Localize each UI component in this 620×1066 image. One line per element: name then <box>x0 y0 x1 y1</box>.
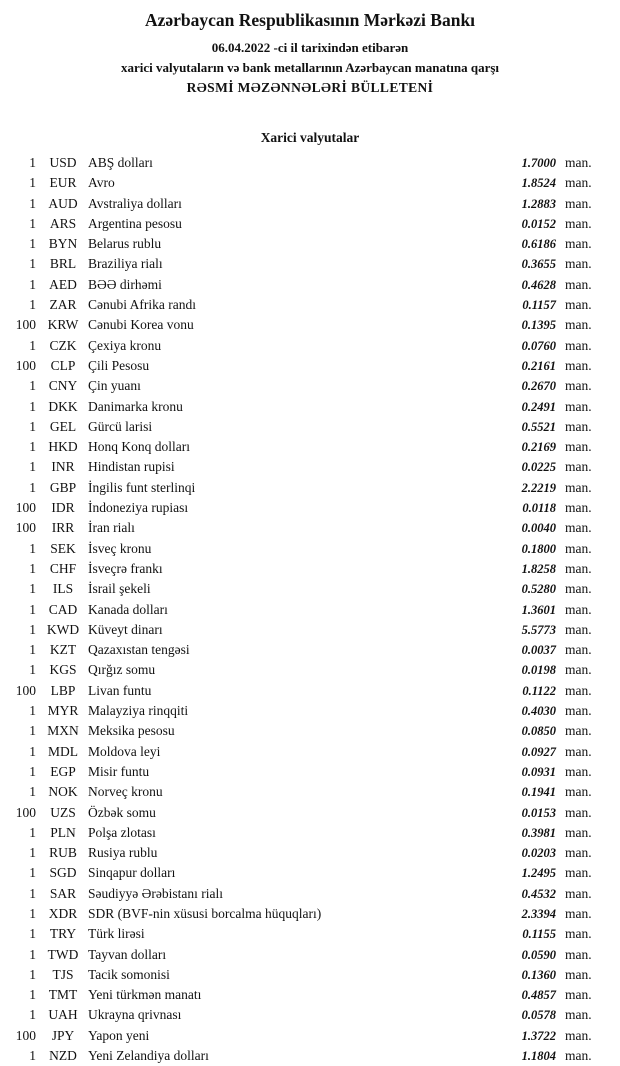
currency-code: KWD <box>46 621 80 637</box>
rate-value: 0.2169 <box>521 440 556 455</box>
rate-value: 0.0760 <box>521 338 556 353</box>
rate-value: 0.0931 <box>521 764 556 779</box>
quantity: 1 <box>29 926 36 942</box>
quantity: 1 <box>29 763 36 779</box>
rate-unit: man. <box>565 621 592 637</box>
currency-code: EUR <box>49 175 77 191</box>
currency-row <box>0 539 620 559</box>
rate-unit: man. <box>565 155 592 170</box>
rate-unit: man. <box>565 784 592 800</box>
currency-name: Qazaxıstan tengəsi <box>88 642 190 658</box>
currency-name: ABŞ dolları <box>88 155 153 170</box>
quantity: 1 <box>29 398 36 414</box>
currency-name: BƏƏ dirhəmi <box>88 276 162 292</box>
currency-code: KZT <box>49 642 77 658</box>
currency-name: Yapon yeni <box>88 1027 150 1043</box>
currency-name: Yeni türkmən manatı <box>88 987 202 1003</box>
quantity: 1 <box>29 885 36 901</box>
currency-name: Meksika pesosu <box>88 723 175 739</box>
currency-row <box>0 782 620 802</box>
rate-unit: man. <box>565 297 592 313</box>
rate-unit: man. <box>565 479 592 495</box>
quantity: 1 <box>29 236 36 252</box>
rate-unit: man. <box>565 905 592 921</box>
currency-code: CLP <box>50 357 76 373</box>
quantity: 1 <box>29 175 36 191</box>
currency-code: AED <box>49 276 77 292</box>
quantity: 1 <box>29 723 36 739</box>
currency-name: Küveyt dinarı <box>88 621 163 637</box>
quantity: 1 <box>29 987 36 1003</box>
rate-value: 0.1360 <box>521 967 556 982</box>
rate-unit: man. <box>565 418 592 434</box>
rate-value: 0.0152 <box>521 216 556 231</box>
currency-name: Hindistan rupisi <box>88 459 175 475</box>
rate-value: 0.1941 <box>521 785 556 800</box>
section-title: Xarici valyutalar <box>260 130 360 145</box>
quantity: 1 <box>29 824 36 840</box>
rate-unit: man. <box>565 682 592 698</box>
currency-code: MXN <box>47 723 79 739</box>
rate-unit: man. <box>565 662 592 678</box>
currency-code: TJS <box>52 966 74 982</box>
currency-code: INR <box>51 459 75 475</box>
rate-value: 0.0037 <box>521 643 556 658</box>
rate-value: 0.2670 <box>521 379 556 394</box>
currency-code: SEK <box>50 540 76 556</box>
bank-title: Azərbaycan Respublikasının Mərkəzi Bankı <box>144 10 476 30</box>
currency-code: IRR <box>51 520 75 536</box>
currency-name: Avro <box>88 175 115 191</box>
rate-unit: man. <box>565 1027 592 1043</box>
rate-value: 0.1157 <box>522 298 556 313</box>
quantity: 1 <box>29 581 36 597</box>
quantity: 1 <box>29 276 36 292</box>
quantity: 1 <box>29 1048 36 1064</box>
currency-name: Cənubi Korea vonu <box>88 317 194 333</box>
currency-code: DKK <box>48 398 78 414</box>
currency-row <box>0 336 620 356</box>
currency-name: Ukrayna qrivnası <box>88 1007 182 1023</box>
quantity: 100 <box>15 682 36 698</box>
rate-unit: man. <box>565 378 592 394</box>
currency-code: ILS <box>52 581 74 597</box>
currency-row <box>0 275 620 295</box>
currency-row <box>0 254 620 274</box>
currency-row <box>0 356 620 376</box>
quantity: 1 <box>29 215 36 231</box>
currency-row <box>0 457 620 477</box>
currency-table <box>0 153 620 1066</box>
currency-row <box>0 295 620 315</box>
rate-value: 0.1395 <box>521 318 556 333</box>
currency-code: EGP <box>50 763 76 779</box>
currency-code: GBP <box>49 479 77 495</box>
rate-unit: man. <box>565 946 592 962</box>
currency-name: Tayvan dolları <box>88 946 167 962</box>
rate-value: 5.5773 <box>521 622 556 637</box>
quantity: 1 <box>29 784 36 800</box>
currency-code: ZAR <box>49 297 77 313</box>
rate-value: 0.0040 <box>521 521 556 536</box>
rate-value: 0.0153 <box>521 805 556 820</box>
quantity: 1 <box>29 560 36 576</box>
currency-row <box>0 863 620 883</box>
currency-row <box>0 721 620 741</box>
description-line: xarici valyutaların və bank metallarının Azərbaycan manatına qarşı <box>120 59 500 75</box>
rate-value: 0.0927 <box>521 744 556 759</box>
rate-value: 1.8258 <box>521 561 556 576</box>
quantity: 100 <box>15 317 36 333</box>
rate-unit: man. <box>565 966 592 982</box>
currency-name: Çexiya kronu <box>88 337 162 353</box>
currency-row <box>0 173 620 193</box>
currency-code: SGD <box>49 865 77 881</box>
currency-name: İngilis funt sterlinqi <box>88 479 196 495</box>
rate-unit: man. <box>565 357 592 373</box>
currency-row <box>0 153 620 173</box>
currency-row <box>0 1005 620 1025</box>
rate-unit: man. <box>565 540 592 556</box>
currency-row <box>0 376 620 396</box>
quantity: 1 <box>29 378 36 394</box>
currency-name: İsrail şekeli <box>88 581 151 597</box>
currency-row <box>0 234 620 254</box>
quantity: 100 <box>15 357 36 373</box>
rate-value: 0.0225 <box>521 460 556 475</box>
rate-value: 1.2495 <box>521 866 556 881</box>
currency-name: Honq Konq dolları <box>88 439 190 455</box>
quantity: 1 <box>29 905 36 921</box>
rate-unit: man. <box>565 337 592 353</box>
currency-row <box>0 762 620 782</box>
quantity: 1 <box>29 743 36 759</box>
currency-name: Çin yuanı <box>88 378 141 394</box>
currency-code: IDR <box>51 500 75 516</box>
currency-row <box>0 214 620 234</box>
quantity: 1 <box>29 297 36 313</box>
currency-code: TMT <box>48 987 78 1003</box>
rate-unit: man. <box>565 865 592 881</box>
currency-name: Polşa zlotası <box>88 824 156 840</box>
quantity: 100 <box>15 1027 36 1043</box>
rate-unit: man. <box>565 500 592 516</box>
rate-value: 0.2491 <box>521 399 556 414</box>
currency-row <box>0 803 620 823</box>
currency-code: UZS <box>50 804 76 820</box>
currency-code: BYN <box>48 236 78 252</box>
quantity: 1 <box>29 195 36 211</box>
currency-row <box>0 437 620 457</box>
rate-value: 0.0590 <box>521 947 556 962</box>
currency-row <box>0 843 620 863</box>
date-line: 06.04.2022 -ci il tarixindən etibarən <box>211 40 409 55</box>
currency-code: CAD <box>48 601 78 617</box>
currency-name: Türk lirəsi <box>88 926 145 942</box>
rate-unit: man. <box>565 987 592 1003</box>
currency-name: Malayziya rinqqiti <box>88 703 189 719</box>
rate-unit: man. <box>565 560 592 576</box>
currency-code: CNY <box>48 378 78 394</box>
currency-name: Kanada dolları <box>88 601 168 617</box>
rate-value: 0.4030 <box>521 704 556 719</box>
currency-row <box>0 1046 620 1066</box>
currency-code: NOK <box>48 784 78 800</box>
rate-value: 0.6186 <box>521 237 556 252</box>
quantity: 1 <box>29 1007 36 1023</box>
currency-row <box>0 884 620 904</box>
rate-value: 1.3601 <box>521 602 556 617</box>
currency-row <box>0 985 620 1005</box>
currency-code: HKD <box>48 439 78 455</box>
rate-value: 0.5521 <box>521 419 556 434</box>
rate-unit: man. <box>565 236 592 252</box>
currency-row <box>0 660 620 680</box>
rate-unit: man. <box>565 926 592 942</box>
currency-code: ARS <box>49 215 77 231</box>
currency-code: USD <box>49 155 77 170</box>
currency-code: CZK <box>49 337 77 353</box>
rate-unit: man. <box>565 723 592 739</box>
currency-name: Argentina pesosu <box>88 215 182 231</box>
rate-value: 0.1800 <box>521 541 556 556</box>
rate-value: 0.3981 <box>521 825 556 840</box>
rate-unit: man. <box>565 520 592 536</box>
currency-row <box>0 579 620 599</box>
currency-row <box>0 681 620 701</box>
rate-unit: man. <box>565 317 592 333</box>
quantity: 1 <box>29 479 36 495</box>
quantity: 1 <box>29 418 36 434</box>
rate-unit: man. <box>565 804 592 820</box>
currency-name: Sinqapur dolları <box>88 865 176 881</box>
rate-value: 0.1122 <box>522 683 556 698</box>
currency-row <box>0 945 620 965</box>
currency-code: AUD <box>48 195 78 211</box>
quantity: 100 <box>15 500 36 516</box>
currency-row <box>0 498 620 518</box>
currency-name: Səudiyyə Ərəbistanı rialı <box>88 885 223 901</box>
rate-value: 0.5280 <box>521 582 556 597</box>
quantity: 100 <box>15 804 36 820</box>
rate-value: 0.4857 <box>521 988 556 1003</box>
quantity: 1 <box>29 703 36 719</box>
quantity: 1 <box>29 946 36 962</box>
currency-code: MDL <box>48 743 78 759</box>
currency-code: SAR <box>49 885 77 901</box>
currency-name: Tacik somonisi <box>88 966 170 982</box>
currency-row <box>0 620 620 640</box>
rate-value: 0.0118 <box>522 501 556 516</box>
rate-value: 2.3394 <box>521 906 556 921</box>
quantity: 1 <box>29 439 36 455</box>
currency-code: UAH <box>48 1007 78 1023</box>
rate-value: 1.2883 <box>521 196 556 211</box>
rate-value: 2.2219 <box>521 480 556 495</box>
rate-value: 0.2161 <box>521 358 556 373</box>
currency-code: XDR <box>48 905 78 921</box>
currency-name: Braziliya rialı <box>88 256 163 272</box>
rate-value: 0.0203 <box>521 846 556 861</box>
currency-name: İndoneziya rupiası <box>88 500 189 516</box>
currency-row <box>0 194 620 214</box>
quantity: 1 <box>29 256 36 272</box>
quantity: 1 <box>29 865 36 881</box>
currency-name: Yeni Zelandiya dolları <box>88 1048 209 1064</box>
currency-row <box>0 823 620 843</box>
currency-row <box>0 559 620 579</box>
rate-value: 0.4628 <box>521 277 556 292</box>
currency-code: MYR <box>47 703 79 719</box>
rate-unit: man. <box>565 256 592 272</box>
rate-unit: man. <box>565 743 592 759</box>
rate-value: 1.1804 <box>521 1049 556 1064</box>
quantity: 1 <box>29 662 36 678</box>
currency-row <box>0 600 620 620</box>
currency-code: NZD <box>49 1048 77 1064</box>
currency-name: Cənubi Afrika randı <box>88 297 196 313</box>
currency-code: LBP <box>50 682 76 698</box>
bulletin-title: RƏSMİ MƏZƏNNƏLƏRİ BÜLLETENİ <box>186 80 434 95</box>
currency-name: İsveç kronu <box>88 540 152 556</box>
currency-code: KGS <box>49 662 77 678</box>
currency-code: PLN <box>50 824 76 840</box>
currency-name: Özbək somu <box>88 804 156 820</box>
currency-code: CHF <box>49 560 77 576</box>
currency-row <box>0 742 620 762</box>
currency-row <box>0 478 620 498</box>
currency-row <box>0 417 620 437</box>
rate-unit: man. <box>565 885 592 901</box>
currency-name: İran rialı <box>88 520 135 536</box>
currency-row <box>0 965 620 985</box>
currency-name: Moldova leyi <box>88 743 161 759</box>
rate-unit: man. <box>565 398 592 414</box>
rate-unit: man. <box>565 195 592 211</box>
rate-value: 0.0850 <box>521 724 556 739</box>
quantity: 1 <box>29 845 36 861</box>
quantity: 1 <box>29 155 36 170</box>
rate-unit: man. <box>565 763 592 779</box>
quantity: 100 <box>15 520 36 536</box>
rate-unit: man. <box>565 459 592 475</box>
rate-value: 1.3722 <box>521 1028 556 1043</box>
quantity: 1 <box>29 642 36 658</box>
currency-row <box>0 701 620 721</box>
currency-name: Rusiya rublu <box>88 845 158 861</box>
rate-unit: man. <box>565 581 592 597</box>
currency-code: GEL <box>49 418 77 434</box>
currency-row <box>0 518 620 538</box>
currency-name: Avstraliya dolları <box>88 195 182 211</box>
currency-row <box>0 904 620 924</box>
rate-unit: man. <box>565 642 592 658</box>
currency-code: TWD <box>47 946 79 962</box>
rate-unit: man. <box>565 439 592 455</box>
currency-code: JPY <box>51 1027 75 1043</box>
currency-name: Çili Pesosu <box>88 357 150 373</box>
currency-row <box>0 397 620 417</box>
currency-name: Belarus rublu <box>88 236 162 252</box>
currency-code: RUB <box>49 845 77 861</box>
rate-unit: man. <box>565 276 592 292</box>
rate-unit: man. <box>565 1048 592 1064</box>
quantity: 1 <box>29 621 36 637</box>
currency-name: İsveçrə frankı <box>88 560 163 576</box>
rate-value: 1.7000 <box>521 156 556 170</box>
rate-unit: man. <box>565 601 592 617</box>
currency-code: BRL <box>49 256 77 272</box>
rate-unit: man. <box>565 1007 592 1023</box>
rate-unit: man. <box>565 703 592 719</box>
quantity: 1 <box>29 459 36 475</box>
rate-value: 0.4532 <box>521 886 556 901</box>
currency-name: Norveç kronu <box>88 784 163 800</box>
currency-row <box>0 1026 620 1046</box>
currency-name: Gürcü larisi <box>88 418 153 434</box>
quantity: 1 <box>29 601 36 617</box>
rate-value: 0.1155 <box>522 927 556 942</box>
rate-value: 0.3655 <box>521 257 556 272</box>
quantity: 1 <box>29 337 36 353</box>
currency-name: Misir funtu <box>88 763 150 779</box>
currency-name: Livan funtu <box>88 682 152 698</box>
currency-row <box>0 924 620 944</box>
currency-code: KRW <box>47 317 79 333</box>
rate-unit: man. <box>565 175 592 191</box>
rate-value: 1.8524 <box>521 176 556 191</box>
quantity: 1 <box>29 966 36 982</box>
rate-unit: man. <box>565 824 592 840</box>
currency-code: TRY <box>49 926 77 942</box>
currency-row <box>0 315 620 335</box>
currency-row <box>0 640 620 660</box>
rate-unit: man. <box>565 845 592 861</box>
currency-name: Danimarka kronu <box>88 398 183 414</box>
rate-value: 0.0578 <box>521 1008 556 1023</box>
currency-name: SDR (BVF-nin xüsusi borcalma hüquqları) <box>88 905 322 921</box>
rate-unit: man. <box>565 215 592 231</box>
currency-name: Qırğız somu <box>88 662 156 678</box>
quantity: 1 <box>29 540 36 556</box>
rate-value: 0.0198 <box>521 663 556 678</box>
